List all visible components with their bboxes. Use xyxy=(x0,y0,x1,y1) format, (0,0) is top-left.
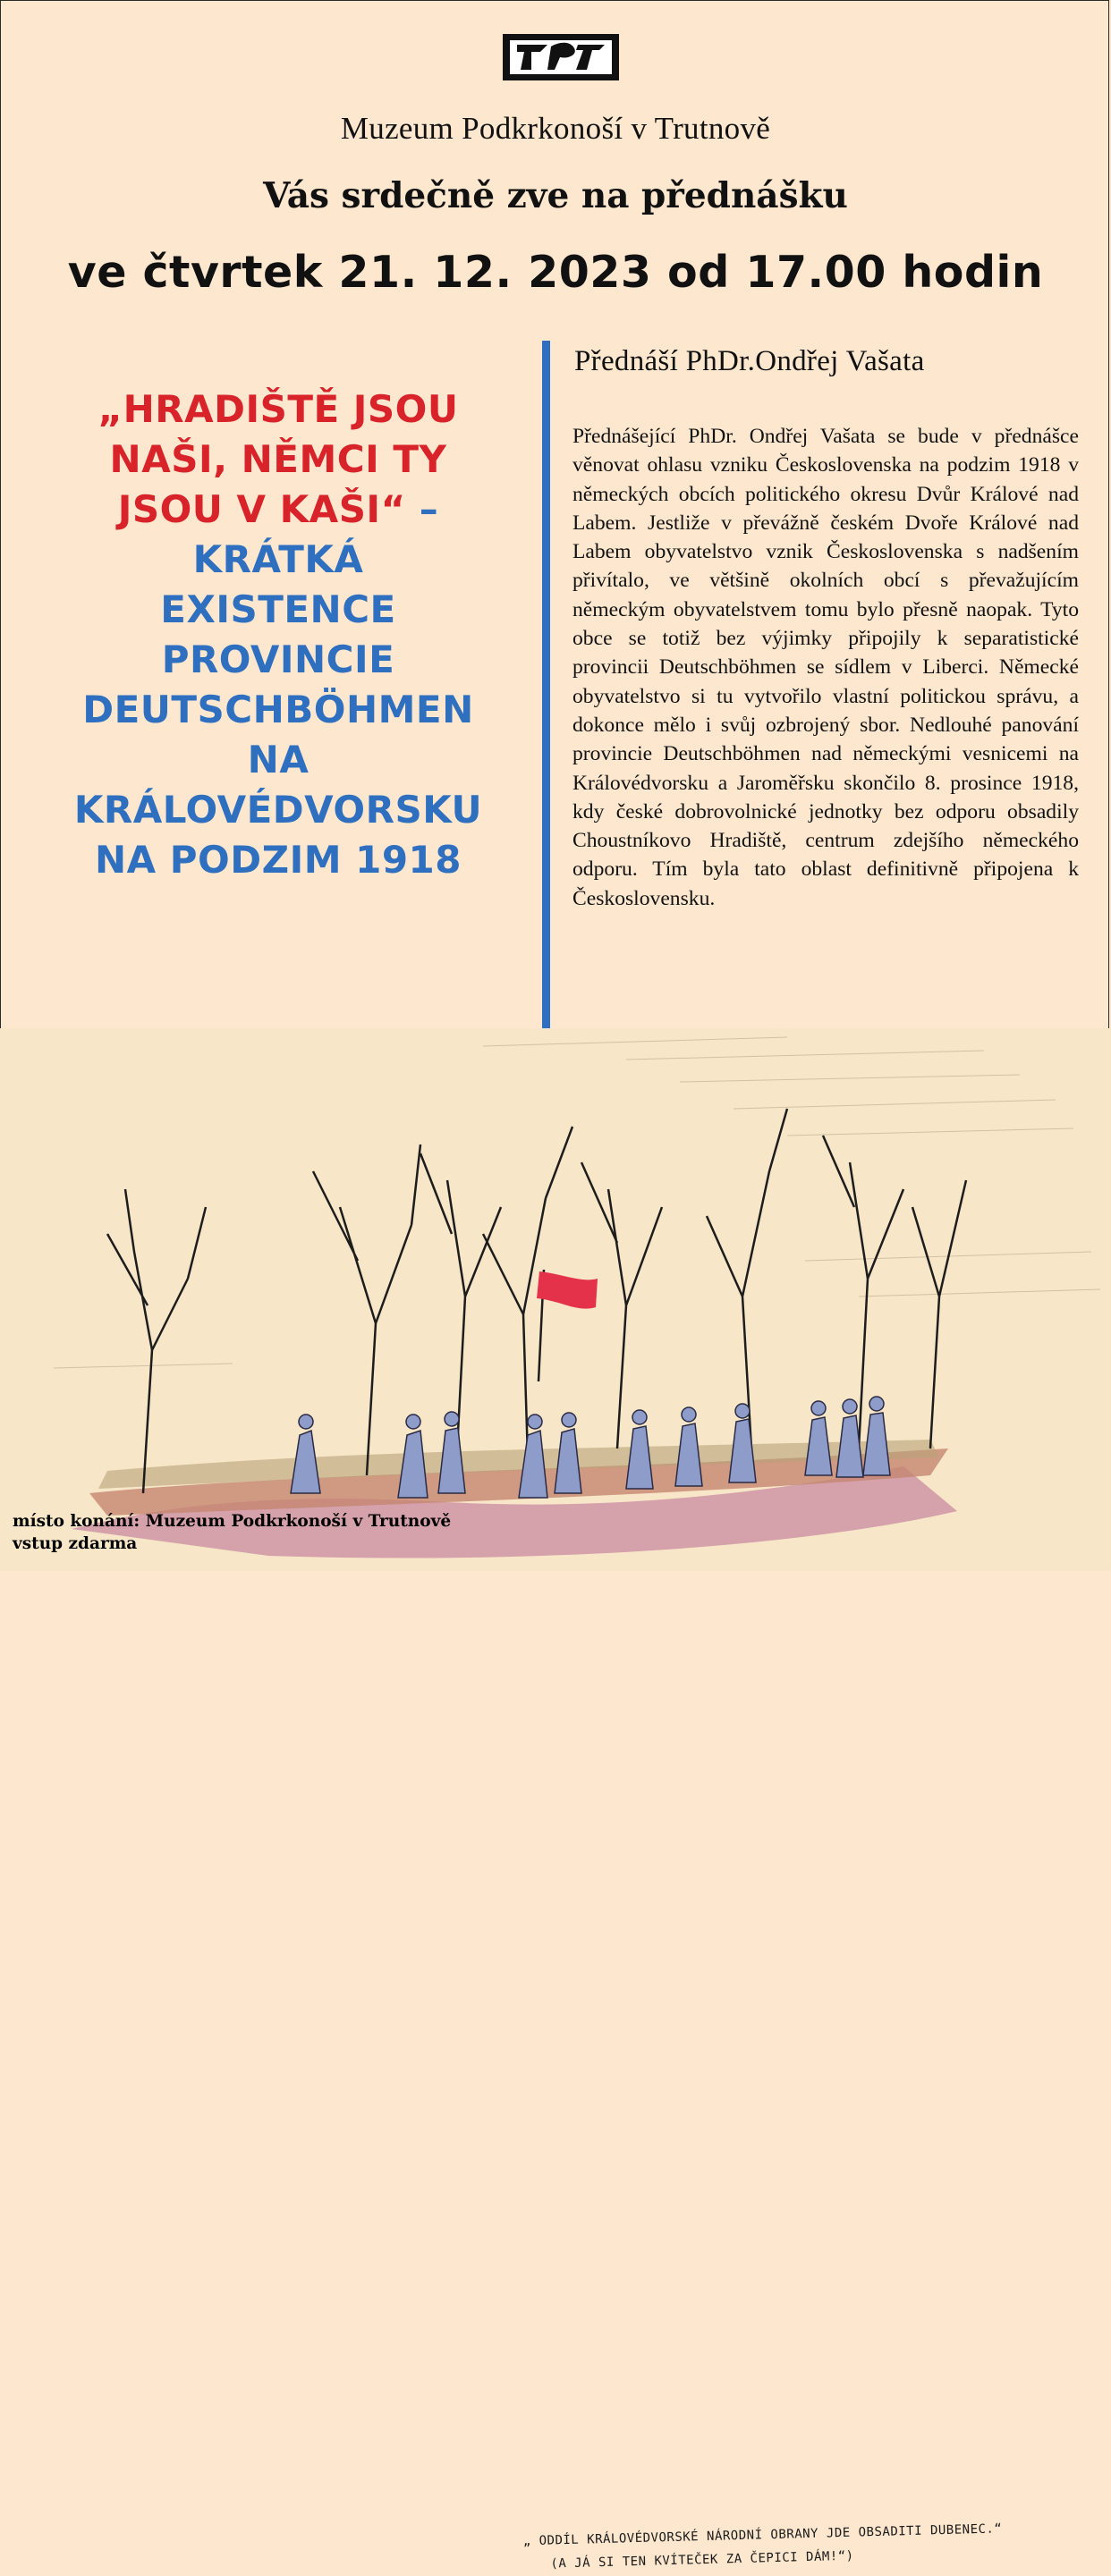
title-line-9: KRÁLOVÉDVORSKU xyxy=(73,788,483,832)
title-line-6: PROVINCIE xyxy=(161,638,395,681)
lecture-title xyxy=(18,384,539,885)
title-line-10: NA PODZIM 1918 xyxy=(94,838,462,882)
title-dash: – xyxy=(405,487,439,531)
title-line-5: EXISTENCE xyxy=(160,587,396,631)
title-line-3 xyxy=(18,485,539,535)
title-line-1: „HRADIŠTĚ JSOU xyxy=(98,387,459,431)
title-line-7: DEUTSCHBÖHMEN xyxy=(82,688,474,731)
museum-name: Muzeum Podkrkonoší v Trutnově xyxy=(340,111,771,146)
title-quote-end: JSOU V KAŠI“ xyxy=(117,487,406,531)
museum-logo xyxy=(503,34,619,80)
column-divider xyxy=(542,341,550,1028)
invitation-line: Vás srdečně zve na přednášku xyxy=(263,175,848,216)
footer-info xyxy=(13,1510,451,1555)
soldiers-march-drawing xyxy=(0,1028,1111,1571)
historic-illustration xyxy=(0,1028,1111,2572)
illustration-caption xyxy=(522,2517,1024,2576)
event-date: ve čtvrtek 21. 12. 2023 od 17.00 hodin xyxy=(67,247,1044,298)
entry-line: vstup zdarma xyxy=(13,1534,138,1553)
title-line-2: NAŠI, NĚMCI TY xyxy=(109,437,447,481)
description-paragraph: Přednášející PhDr. Ondřej Vašata se bude v přednášce věnovat ohlasu vzniku Československa na podzim 1918 v německých obcích politického okresu Dvůr Králové nad Labem. Jestliže v převážně českém Dvoře Králové nad Labem obyvatelstvo vznik Československa s nadšením přivítalo, ve většině okolních obcí s převažujícím německým obyvatelstvem tomu bylo přesně naopak. Tyto obce se totiž bez výjimky připojily k separatistické provincii Deutschböhmen se sídlem v Liberci. Německé obyvatelstvo si tu vytvořilo vlastní politickou správu, a dokonce mělo i svůj ozbrojený sbor. Nedlouhé panování provincie Deutschböhmen nad německými vesnicemi na Královédvorsku a Jaroměřsku skončilo 8. prosince 1918, kdy české dobrovolnické jednotky bez odporu obsadily Choustníkovo Hradiště, centrum zdejšího německého odporu. Tím byla tato oblast definitivně připojena k Československu. xyxy=(572,425,1079,910)
title-line-8: NA xyxy=(247,738,310,781)
caption-line-1: „ ODDÍL KRÁLOVÉDVORSKÉ NÁRODNÍ OBRANY JDE OBSADITI DUBENEC.“ xyxy=(522,2521,1003,2549)
lecturer-name: Přednáší PhDr.Ondřej Vašata xyxy=(574,345,925,377)
venue-line: místo konání: Muzeum Podkrkonoší v Trutnově xyxy=(13,1512,452,1531)
caption-line-2: (A JÁ SI TEN KVÍTEČEK ZA ČEPICI DÁM!“) xyxy=(550,2548,854,2572)
lecture-description xyxy=(572,422,1079,913)
title-line-4: KRÁTKÁ xyxy=(192,537,364,581)
